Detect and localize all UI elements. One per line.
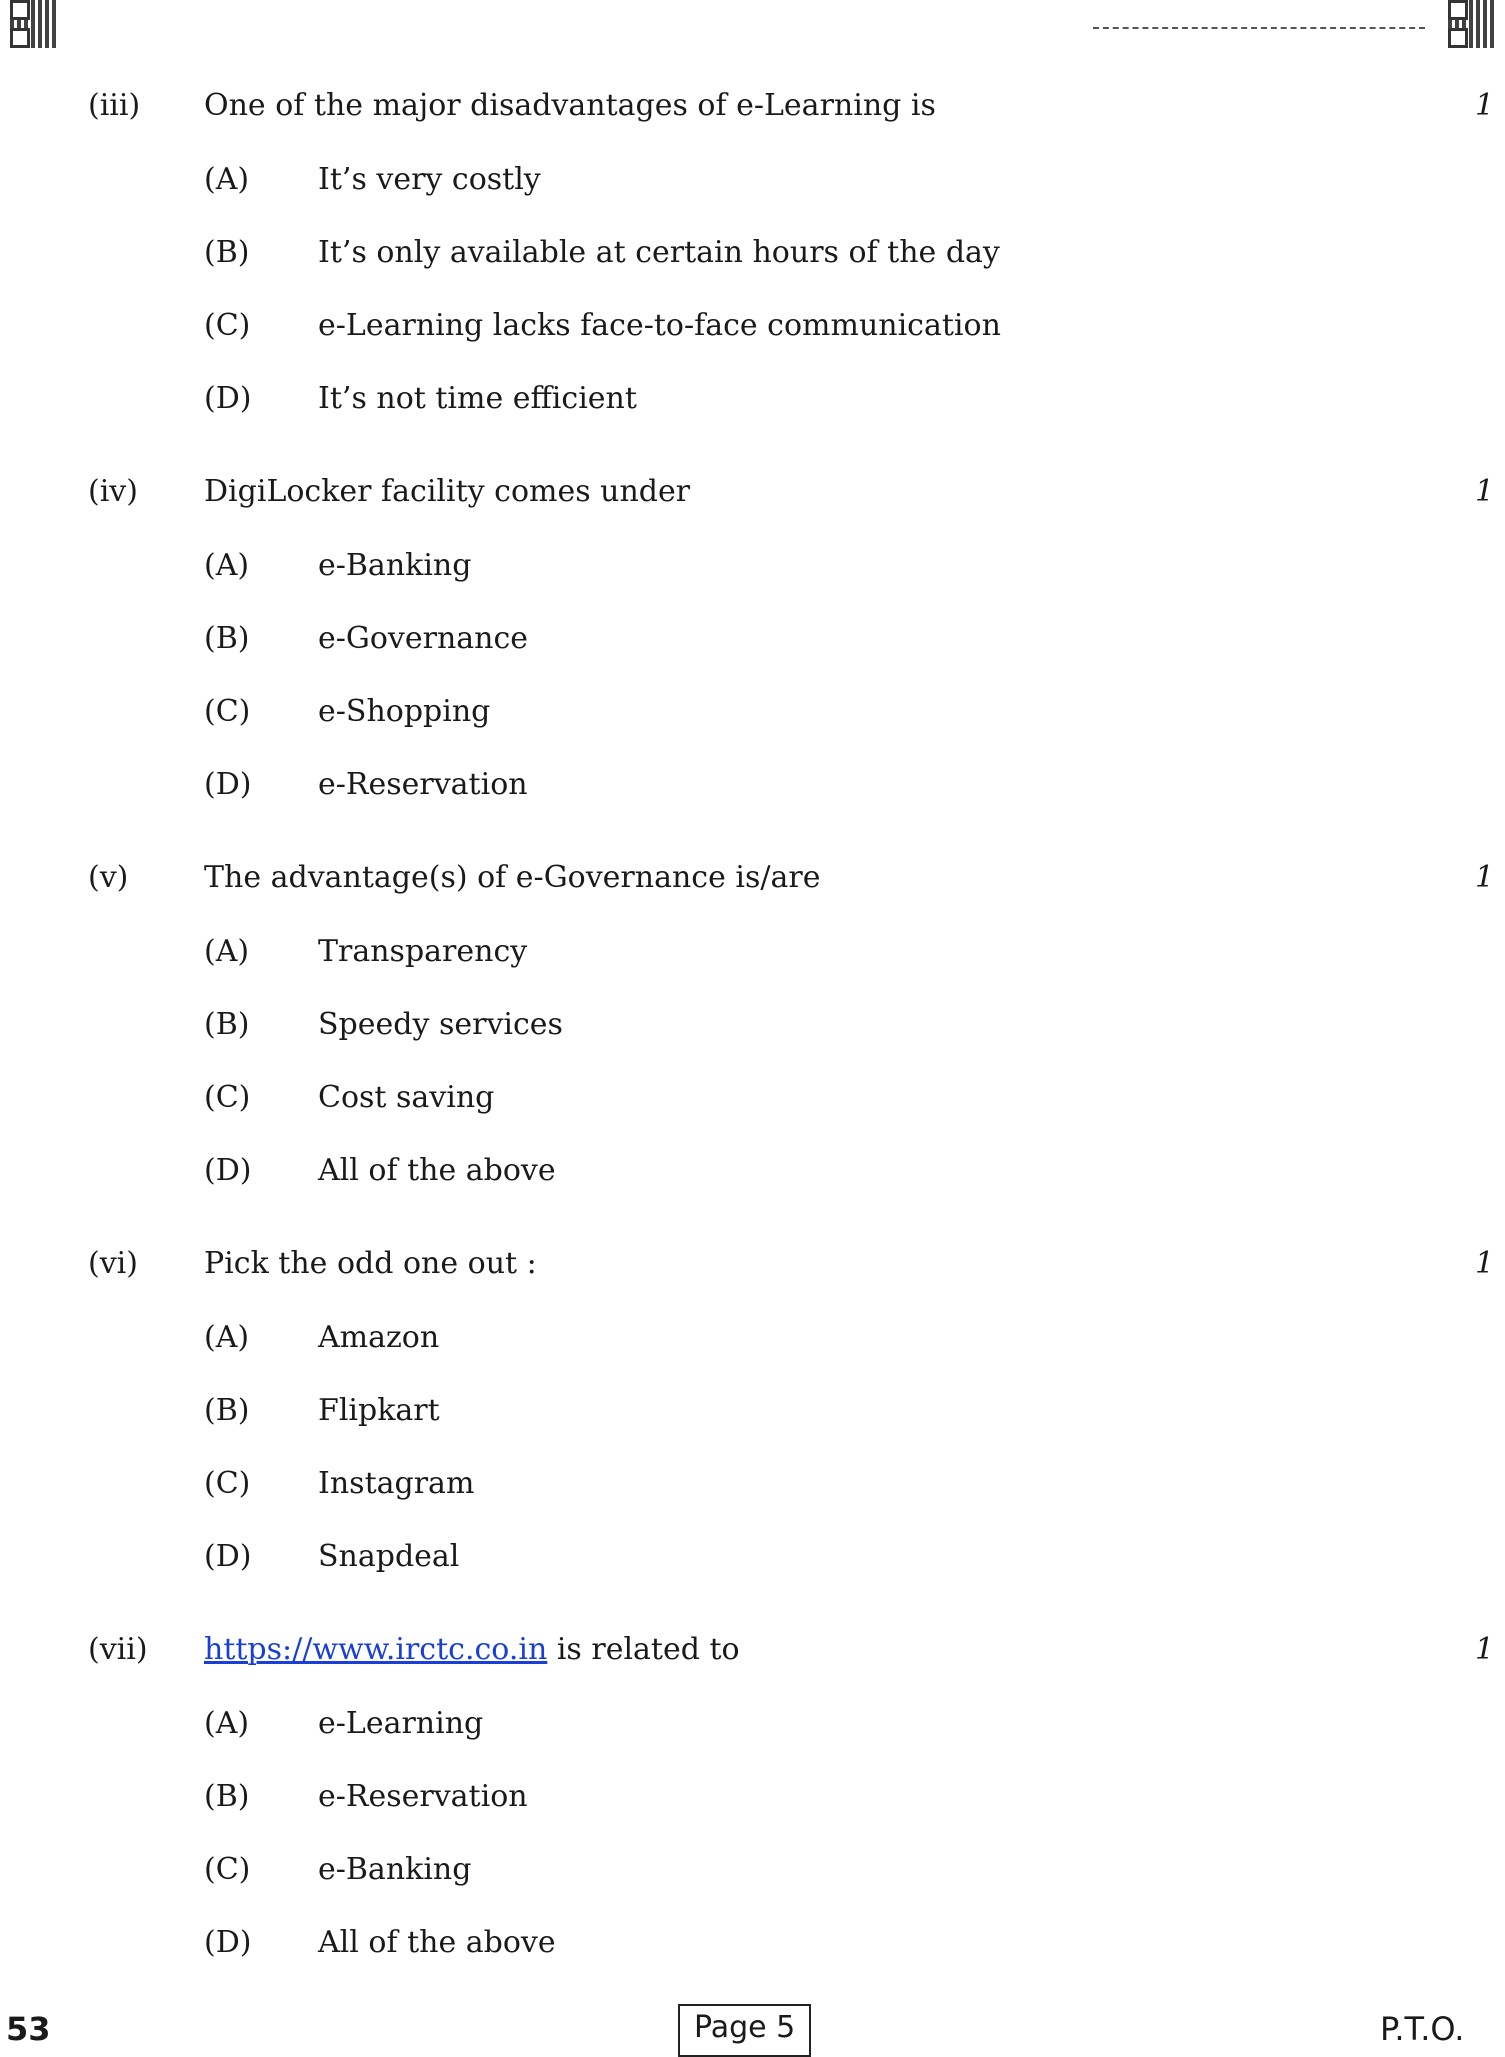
question-text: DigiLocker facility comes under bbox=[204, 474, 691, 509]
option-d bbox=[0, 1153, 1505, 1226]
option-letter: (D) bbox=[204, 1925, 252, 1960]
option-letter: (C) bbox=[204, 1466, 251, 1501]
option-letter: (D) bbox=[204, 1153, 252, 1188]
irctc-link[interactable]: https://www.irctc.co.in bbox=[204, 1632, 548, 1667]
pto-label: P.T.O. bbox=[1380, 2010, 1465, 2048]
option-b bbox=[0, 1393, 1505, 1466]
question-number: (v) bbox=[88, 860, 129, 895]
option-letter: (C) bbox=[204, 1080, 251, 1115]
header-rule bbox=[1093, 27, 1425, 29]
option-text: e-Learning bbox=[318, 1706, 484, 1741]
option-text: Flipkart bbox=[318, 1393, 440, 1428]
option-text: All of the above bbox=[318, 1925, 556, 1960]
question-vii bbox=[0, 1632, 1505, 1998]
option-text: Cost saving bbox=[318, 1080, 495, 1115]
option-text: Speedy services bbox=[318, 1007, 563, 1042]
option-text: e-Reservation bbox=[318, 767, 528, 802]
question-v bbox=[0, 860, 1505, 1226]
option-text: It’s very costly bbox=[318, 162, 541, 197]
option-c bbox=[0, 1466, 1505, 1539]
question-number: (vii) bbox=[88, 1632, 148, 1667]
option-letter: (A) bbox=[204, 162, 250, 197]
option-b bbox=[0, 235, 1505, 308]
question-row bbox=[0, 860, 1505, 934]
option-letter: (B) bbox=[204, 235, 250, 270]
option-c bbox=[0, 1080, 1505, 1153]
question-number: (iii) bbox=[88, 88, 141, 123]
option-letter: (B) bbox=[204, 1007, 250, 1042]
question-marks: 1 bbox=[1475, 88, 1495, 123]
option-text: It’s only available at certain hours of the day bbox=[318, 235, 1000, 270]
question-text bbox=[204, 1632, 740, 1667]
question-marks: 1 bbox=[1475, 1246, 1495, 1281]
option-letter: (A) bbox=[204, 1706, 250, 1741]
option-c bbox=[0, 308, 1505, 381]
question-row bbox=[0, 1246, 1505, 1320]
option-letter: (D) bbox=[204, 381, 252, 416]
page-number: Page 5 bbox=[678, 2004, 811, 2057]
option-text: Instagram bbox=[318, 1466, 475, 1501]
option-b bbox=[0, 1779, 1505, 1852]
option-a bbox=[0, 934, 1505, 1007]
option-text: e-Learning lacks face-to-face communication bbox=[318, 308, 1001, 343]
option-letter: (C) bbox=[204, 308, 251, 343]
option-c bbox=[0, 1852, 1505, 1925]
option-letter: (B) bbox=[204, 621, 250, 656]
option-letter: (B) bbox=[204, 1393, 250, 1428]
question-text-suffix: is related to bbox=[547, 1632, 740, 1667]
question-iii bbox=[0, 88, 1505, 454]
option-d bbox=[0, 1925, 1505, 1998]
option-c bbox=[0, 694, 1505, 767]
option-text: e-Banking bbox=[318, 548, 472, 583]
question-row bbox=[0, 88, 1505, 162]
question-text: One of the major disadvantages of e-Learning is bbox=[204, 88, 936, 123]
option-a bbox=[0, 1706, 1505, 1779]
question-row bbox=[0, 1632, 1505, 1706]
question-vi bbox=[0, 1246, 1505, 1612]
question-number: (iv) bbox=[88, 474, 138, 509]
option-letter: (A) bbox=[204, 548, 250, 583]
paper-code: 53 bbox=[6, 2010, 51, 2048]
qr-code-icon bbox=[1448, 0, 1496, 48]
option-text: All of the above bbox=[318, 1153, 556, 1188]
option-letter: (D) bbox=[204, 1539, 252, 1574]
option-letter: (A) bbox=[204, 934, 250, 969]
option-text: e-Reservation bbox=[318, 1779, 528, 1814]
option-text: It’s not time efficient bbox=[318, 381, 637, 416]
option-text: e-Banking bbox=[318, 1852, 472, 1887]
option-letter: (D) bbox=[204, 767, 252, 802]
question-text: Pick the odd one out : bbox=[204, 1246, 537, 1281]
option-b bbox=[0, 1007, 1505, 1080]
option-text: Transparency bbox=[318, 934, 528, 969]
option-letter: (B) bbox=[204, 1779, 250, 1814]
question-number: (vi) bbox=[88, 1246, 138, 1281]
option-text: Amazon bbox=[318, 1320, 440, 1355]
option-text: e-Shopping bbox=[318, 694, 491, 729]
qr-code-icon bbox=[10, 0, 58, 48]
question-row bbox=[0, 474, 1505, 548]
question-marks: 1 bbox=[1475, 1632, 1495, 1667]
option-a bbox=[0, 548, 1505, 621]
option-text: Snapdeal bbox=[318, 1539, 460, 1574]
question-iv bbox=[0, 474, 1505, 840]
question-text: The advantage(s) of e-Governance is/are bbox=[204, 860, 821, 895]
option-letter: (C) bbox=[204, 1852, 251, 1887]
option-d bbox=[0, 1539, 1505, 1612]
option-letter: (A) bbox=[204, 1320, 250, 1355]
option-d bbox=[0, 381, 1505, 454]
option-a bbox=[0, 1320, 1505, 1393]
question-marks: 1 bbox=[1475, 860, 1495, 895]
option-text: e-Governance bbox=[318, 621, 529, 656]
option-b bbox=[0, 621, 1505, 694]
question-marks: 1 bbox=[1475, 474, 1495, 509]
option-a bbox=[0, 162, 1505, 235]
option-letter: (C) bbox=[204, 694, 251, 729]
option-d bbox=[0, 767, 1505, 840]
